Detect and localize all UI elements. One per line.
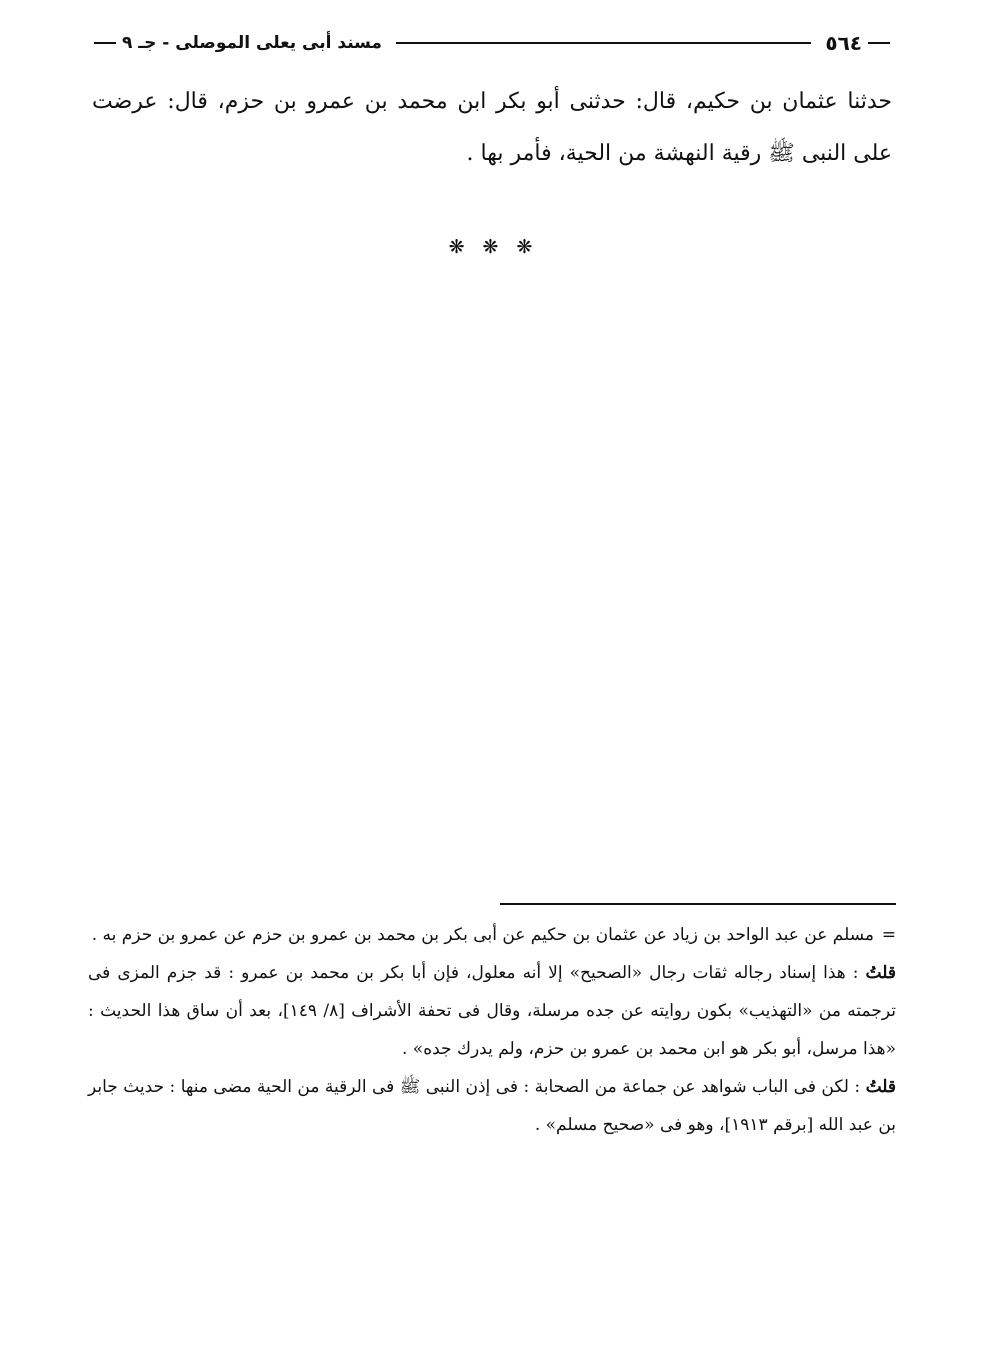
header-rule (396, 42, 811, 44)
footnote-text-1: مسلم عن عبد الواحد بن زياد عن عثمان بن حكيم عن أبى بكر بن محمد بن عمرو بن حزم عن عمرو بن حزم به . (91, 925, 874, 945)
footnote-paragraph-3 (88, 1068, 896, 1144)
continuation-mark: = (881, 925, 896, 945)
footnote-rule (500, 903, 896, 905)
footnote-paragraph-1 (88, 916, 896, 954)
hadith-text: حدثنا عثمان بن حكيم، قال: حدثنى أبو بكر ابن محمد بن عمرو بن حزم، قال: عرضت على النبى ﷺ رقية النهشة من الحية، فأمر بها . (92, 89, 892, 166)
footnote-label-2: قلتُ (865, 963, 896, 983)
footnote-text-3: : لكن فى الباب شواهد عن جماعة من الصحابة : فى إذن النبى ﷺ فى الرقية من الحية مضى منها : حديث جابر بن عبد الله [برقم ١٩١٣]، وهو فى «صحيح مسلم» . (88, 1077, 896, 1135)
running-head (88, 28, 896, 58)
header-dash-right (868, 42, 890, 44)
footnote-text-2: : هذا إسناد رجاله ثقات رجال «الصحيح» إلا أنه معلول، فإن أبا بكر بن محمد بن عمرو : قد جزم المزى فى ترجمته من «التهذيب» بكون روايته عن جده مرسلة، وقال فى تحفة الأشراف [٨/ ١٤٩]، بعد أن ساق هذا الحديث : «هذا مرسل، أبو بكر هو ابن محمد بن عمرو بن حزم، ولم يدرك جده» . (88, 963, 896, 1059)
page-number: ٥٦٤ (825, 31, 862, 55)
book-title: مسند أبى يعلى الموصلى - جـ ٩ (122, 33, 382, 53)
section-separator: ❋ ❋ ❋ (448, 236, 539, 258)
header-dash-left (94, 42, 116, 44)
footnote-paragraph-2 (88, 954, 896, 1068)
footnotes (88, 916, 896, 1144)
footnote-label-3: قلتُ (865, 1077, 897, 1097)
